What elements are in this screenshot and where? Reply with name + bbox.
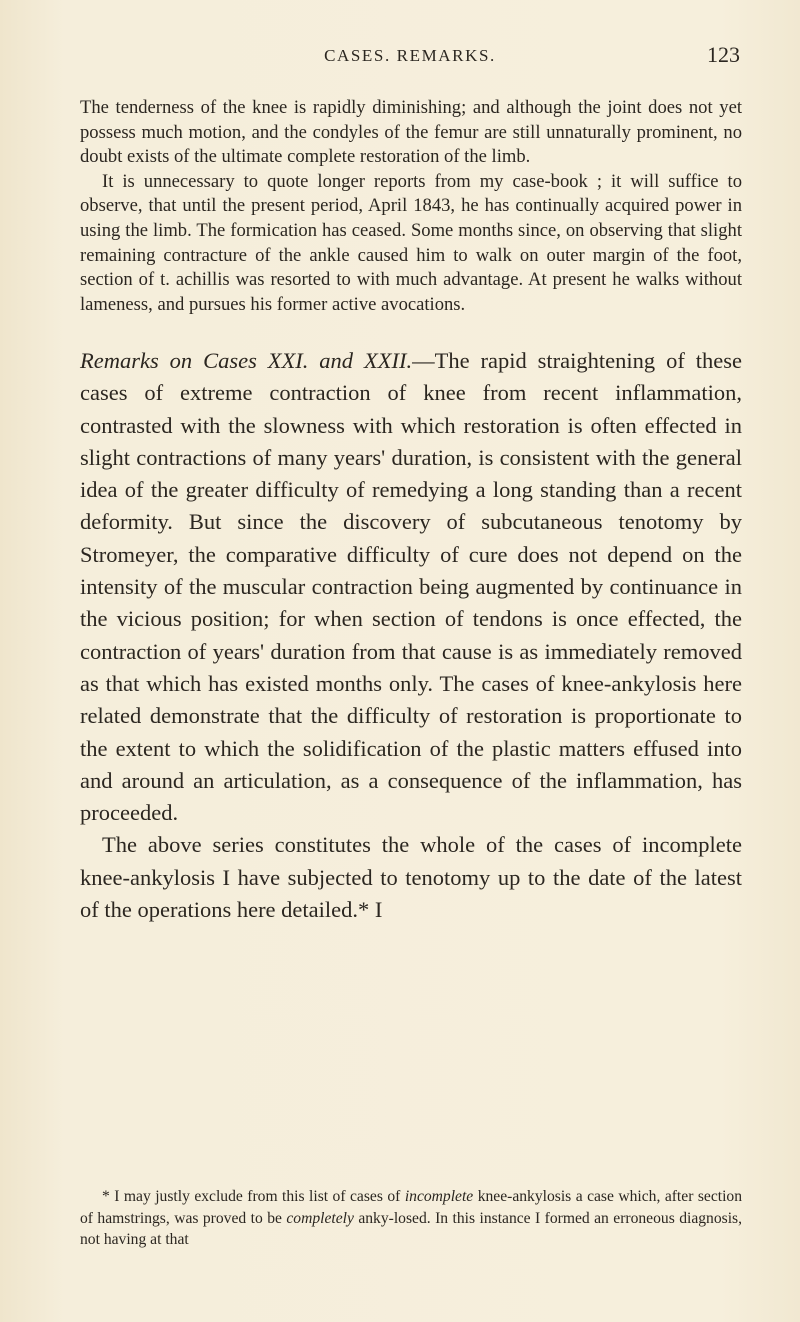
page-number: 123 — [707, 42, 740, 67]
running-head: CASES. REMARKS. — [324, 46, 496, 65]
paragraph-series-summary: The above series constitutes the whole of the cases of incomplete knee-ankylosis I have subjected to tenotomy up to the date of the latest of the operations here detailed.* I — [80, 832, 742, 923]
remarks-text: —The rapid straightening of these cases of extreme contraction of knee from recent inflammation, contrasted with the slowness with which restoration is often effected in slight contractions of many years' duration, is consistent with the general idea of the greater difficulty of remedying a long standing than a recent deformity. But since the discovery of subcutaneous tenotomy by Stromeyer, the comparative difficulty of cure does not depend on the intensity of the muscular contraction being augmented by continuance in the vicious position; for when section of tendons is once effected, the contraction of years' duration from that cause is as immediately removed as that which has existed months only. The cases of knee-ankylosis here related demonstrate that the difficulty of restoration is proportionate to the extent to which the solidification of the plastic matters effused into and around an articulation, as a consequence of the inflammation, has proceeded. — [80, 348, 742, 826]
footnote-part: knee-ankylosis a case which, after section of hamstrings, was proved to be — [80, 1188, 743, 1227]
footnote-italic-incomplete: incomplete — [404, 1188, 474, 1205]
remarks-heading: Remarks on Cases XXI. and XXII. — [80, 348, 413, 373]
paragraph-remarks — [80, 345, 742, 829]
footnote-text — [80, 1186, 742, 1251]
paragraph-knee-tenderness: The tenderness of the knee is rapidly diminishing; and although the joint does not yet possess much motion, and the condyles of the femur are still unnaturally prominent, no doubt exists of the ultimate complete restoration of the limb. — [80, 97, 742, 168]
footnote — [80, 1186, 742, 1251]
footnote-part: * I may justly exclude from this list of cases of — [102, 1188, 405, 1205]
footnote-part: anky-losed. In this instance I formed an erroneous diagnosis, not having at that — [80, 1209, 743, 1248]
page-header — [80, 44, 740, 74]
remarks-section — [80, 345, 742, 926]
case-report-text — [80, 96, 742, 317]
paragraph-case-book: It is unnecessary to quote longer reports from my case-book ; it will suffice to observe, that until the present period, April 1843, he has continually acquired power in using the limb. The formication has ceased. Some months since, on observing that slight remaining contracture of the ankle caused him to walk on outer margin of the foot, section of t. achillis was resorted to with much advantage. At present he walks without lameness, and pursues his former active avocations. — [80, 170, 742, 315]
footnote-italic-completely: completely — [286, 1209, 354, 1227]
